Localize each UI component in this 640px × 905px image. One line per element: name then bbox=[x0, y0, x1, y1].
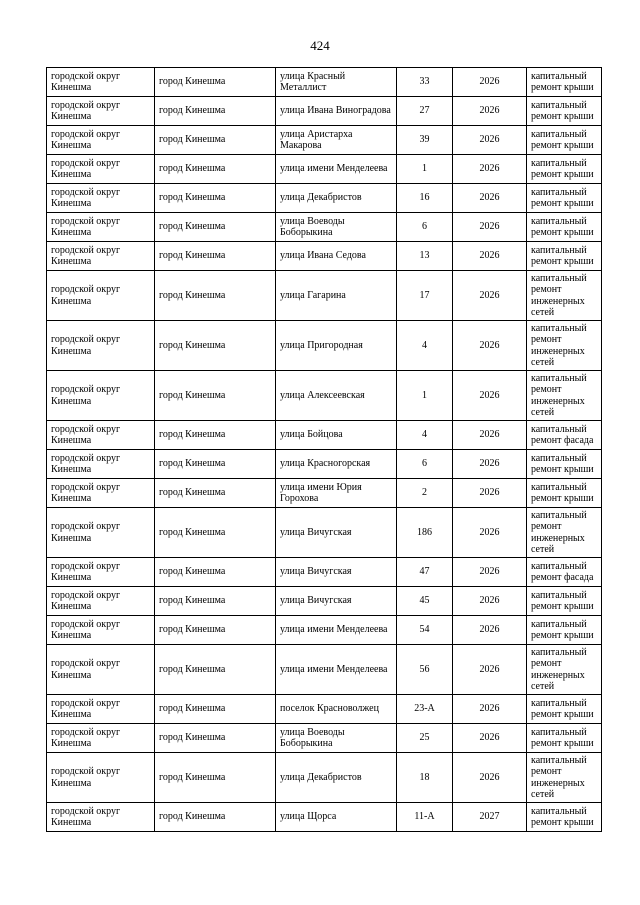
city-cell: город Кинешма bbox=[155, 371, 276, 421]
district-cell: городской округ Кинешма bbox=[47, 616, 155, 645]
street-cell: улица Декабристов bbox=[276, 184, 397, 213]
house-number-cell: 39 bbox=[397, 126, 453, 155]
year-cell: 2027 bbox=[453, 803, 527, 832]
street-cell: улица имени Менделеева bbox=[276, 155, 397, 184]
street-cell: улица имени Менделеева bbox=[276, 645, 397, 695]
year-cell: 2026 bbox=[453, 155, 527, 184]
year-cell: 2026 bbox=[453, 126, 527, 155]
district-cell: городской округ Кинешма bbox=[47, 724, 155, 753]
table-row bbox=[47, 184, 602, 213]
table-row bbox=[47, 645, 602, 695]
street-cell: улица имени Менделеева bbox=[276, 616, 397, 645]
work-type-cell: капитальный ремонт инженерных сетей bbox=[527, 321, 602, 371]
street-cell: улица Ивана Виноградова bbox=[276, 97, 397, 126]
house-number-cell: 56 bbox=[397, 645, 453, 695]
district-cell: городской округ Кинешма bbox=[47, 753, 155, 803]
city-cell: город Кинешма bbox=[155, 508, 276, 558]
street-cell: улица Вичугская bbox=[276, 558, 397, 587]
work-type-cell: капитальный ремонт крыши bbox=[527, 587, 602, 616]
year-cell: 2026 bbox=[453, 645, 527, 695]
district-cell: городской округ Кинешма bbox=[47, 184, 155, 213]
city-cell: город Кинешма bbox=[155, 126, 276, 155]
house-number-cell: 18 bbox=[397, 753, 453, 803]
work-type-cell: капитальный ремонт крыши bbox=[527, 479, 602, 508]
year-cell: 2026 bbox=[453, 616, 527, 645]
work-type-cell: капитальный ремонт крыши bbox=[527, 695, 602, 724]
district-cell: городской округ Кинешма bbox=[47, 242, 155, 271]
district-cell: городской округ Кинешма bbox=[47, 695, 155, 724]
year-cell: 2026 bbox=[453, 321, 527, 371]
house-number-cell: 11-А bbox=[397, 803, 453, 832]
year-cell: 2026 bbox=[453, 587, 527, 616]
table-row bbox=[47, 803, 602, 832]
street-cell: улица Алексеевская bbox=[276, 371, 397, 421]
district-cell: городской округ Кинешма bbox=[47, 68, 155, 97]
table-row bbox=[47, 321, 602, 371]
work-type-cell: капитальный ремонт крыши bbox=[527, 616, 602, 645]
work-type-cell: капитальный ремонт инженерных сетей bbox=[527, 645, 602, 695]
house-number-cell: 13 bbox=[397, 242, 453, 271]
year-cell: 2026 bbox=[453, 271, 527, 321]
work-type-cell: капитальный ремонт инженерных сетей bbox=[527, 753, 602, 803]
street-cell: улица Ивана Седова bbox=[276, 242, 397, 271]
table-row bbox=[47, 724, 602, 753]
district-cell: городской округ Кинешма bbox=[47, 97, 155, 126]
house-number-cell: 27 bbox=[397, 97, 453, 126]
table-row bbox=[47, 155, 602, 184]
year-cell: 2026 bbox=[453, 213, 527, 242]
city-cell: город Кинешма bbox=[155, 97, 276, 126]
table-row bbox=[47, 421, 602, 450]
work-type-cell: капитальный ремонт крыши bbox=[527, 97, 602, 126]
house-number-cell: 17 bbox=[397, 271, 453, 321]
street-cell: улица Красный Металлист bbox=[276, 68, 397, 97]
year-cell: 2026 bbox=[453, 479, 527, 508]
house-number-cell: 6 bbox=[397, 450, 453, 479]
street-cell: улица Щорса bbox=[276, 803, 397, 832]
city-cell: город Кинешма bbox=[155, 155, 276, 184]
district-cell: городской округ Кинешма bbox=[47, 508, 155, 558]
house-number-cell: 47 bbox=[397, 558, 453, 587]
street-cell: улица Гагарина bbox=[276, 271, 397, 321]
work-type-cell: капитальный ремонт инженерных сетей bbox=[527, 371, 602, 421]
house-number-cell: 1 bbox=[397, 155, 453, 184]
work-type-cell: капитальный ремонт крыши bbox=[527, 155, 602, 184]
work-type-cell: капитальный ремонт крыши bbox=[527, 803, 602, 832]
street-cell: улица Вичугская bbox=[276, 587, 397, 616]
table-body bbox=[47, 68, 602, 832]
city-cell: город Кинешма bbox=[155, 271, 276, 321]
city-cell: город Кинешма bbox=[155, 242, 276, 271]
city-cell: город Кинешма bbox=[155, 695, 276, 724]
year-cell: 2026 bbox=[453, 695, 527, 724]
table-row bbox=[47, 753, 602, 803]
table-row bbox=[47, 616, 602, 645]
street-cell: улица Бойцова bbox=[276, 421, 397, 450]
city-cell: город Кинешма bbox=[155, 184, 276, 213]
work-type-cell: капитальный ремонт крыши bbox=[527, 126, 602, 155]
street-cell: улица Декабристов bbox=[276, 753, 397, 803]
year-cell: 2026 bbox=[453, 724, 527, 753]
year-cell: 2026 bbox=[453, 450, 527, 479]
house-number-cell: 45 bbox=[397, 587, 453, 616]
year-cell: 2026 bbox=[453, 558, 527, 587]
city-cell: город Кинешма bbox=[155, 558, 276, 587]
table-row bbox=[47, 587, 602, 616]
house-number-cell: 1 bbox=[397, 371, 453, 421]
city-cell: город Кинешма bbox=[155, 587, 276, 616]
street-cell: улица Красногорская bbox=[276, 450, 397, 479]
street-cell: улица Пригородная bbox=[276, 321, 397, 371]
table-row bbox=[47, 695, 602, 724]
city-cell: город Кинешма bbox=[155, 803, 276, 832]
table-row bbox=[47, 371, 602, 421]
table-row bbox=[47, 508, 602, 558]
table-row bbox=[47, 479, 602, 508]
house-number-cell: 186 bbox=[397, 508, 453, 558]
house-number-cell: 4 bbox=[397, 321, 453, 371]
work-type-cell: капитальный ремонт крыши bbox=[527, 184, 602, 213]
table-row bbox=[47, 450, 602, 479]
street-cell: улица Воеводы Боборыкина bbox=[276, 724, 397, 753]
year-cell: 2026 bbox=[453, 68, 527, 97]
house-number-cell: 33 bbox=[397, 68, 453, 97]
city-cell: город Кинешма bbox=[155, 213, 276, 242]
year-cell: 2026 bbox=[453, 184, 527, 213]
street-cell: улица имени Юрия Горохова bbox=[276, 479, 397, 508]
street-cell: улица Воеводы Боборыкина bbox=[276, 213, 397, 242]
table-row bbox=[47, 126, 602, 155]
work-type-cell: капитальный ремонт крыши bbox=[527, 213, 602, 242]
district-cell: городской округ Кинешма bbox=[47, 479, 155, 508]
city-cell: город Кинешма bbox=[155, 321, 276, 371]
table-row bbox=[47, 242, 602, 271]
district-cell: городской округ Кинешма bbox=[47, 803, 155, 832]
table-row bbox=[47, 213, 602, 242]
district-cell: городской округ Кинешма bbox=[47, 126, 155, 155]
year-cell: 2026 bbox=[453, 421, 527, 450]
work-type-cell: капитальный ремонт инженерных сетей bbox=[527, 271, 602, 321]
district-cell: городской округ Кинешма bbox=[47, 587, 155, 616]
house-number-cell: 16 bbox=[397, 184, 453, 213]
city-cell: город Кинешма bbox=[155, 645, 276, 695]
work-type-cell: капитальный ремонт крыши bbox=[527, 724, 602, 753]
district-cell: городской округ Кинешма bbox=[47, 450, 155, 479]
house-number-cell: 4 bbox=[397, 421, 453, 450]
house-number-cell: 2 bbox=[397, 479, 453, 508]
street-cell: улица Вичугская bbox=[276, 508, 397, 558]
year-cell: 2026 bbox=[453, 242, 527, 271]
year-cell: 2026 bbox=[453, 753, 527, 803]
work-type-cell: капитальный ремонт крыши bbox=[527, 68, 602, 97]
work-type-cell: капитальный ремонт крыши bbox=[527, 242, 602, 271]
table-row bbox=[47, 97, 602, 126]
district-cell: городской округ Кинешма bbox=[47, 421, 155, 450]
city-cell: город Кинешма bbox=[155, 616, 276, 645]
street-cell: поселок Красноволжец bbox=[276, 695, 397, 724]
city-cell: город Кинешма bbox=[155, 450, 276, 479]
house-number-cell: 6 bbox=[397, 213, 453, 242]
year-cell: 2026 bbox=[453, 97, 527, 126]
table-row bbox=[47, 271, 602, 321]
work-type-cell: капитальный ремонт инженерных сетей bbox=[527, 508, 602, 558]
table-row bbox=[47, 68, 602, 97]
house-number-cell: 54 bbox=[397, 616, 453, 645]
city-cell: город Кинешма bbox=[155, 68, 276, 97]
district-cell: городской округ Кинешма bbox=[47, 155, 155, 184]
house-number-cell: 25 bbox=[397, 724, 453, 753]
city-cell: город Кинешма bbox=[155, 479, 276, 508]
year-cell: 2026 bbox=[453, 371, 527, 421]
district-cell: городской округ Кинешма bbox=[47, 213, 155, 242]
city-cell: город Кинешма bbox=[155, 724, 276, 753]
work-type-cell: капитальный ремонт фасада bbox=[527, 558, 602, 587]
work-type-cell: капитальный ремонт крыши bbox=[527, 450, 602, 479]
district-cell: городской округ Кинешма bbox=[47, 371, 155, 421]
repair-schedule-table bbox=[46, 67, 602, 832]
work-type-cell: капитальный ремонт фасада bbox=[527, 421, 602, 450]
district-cell: городской округ Кинешма bbox=[47, 558, 155, 587]
table-row bbox=[47, 558, 602, 587]
year-cell: 2026 bbox=[453, 508, 527, 558]
house-number-cell: 23-А bbox=[397, 695, 453, 724]
city-cell: город Кинешма bbox=[155, 421, 276, 450]
district-cell: городской округ Кинешма bbox=[47, 271, 155, 321]
district-cell: городской округ Кинешма bbox=[47, 645, 155, 695]
street-cell: улица Аристарха Макарова bbox=[276, 126, 397, 155]
district-cell: городской округ Кинешма bbox=[47, 321, 155, 371]
page-number: 424 bbox=[310, 38, 330, 53]
city-cell: город Кинешма bbox=[155, 753, 276, 803]
